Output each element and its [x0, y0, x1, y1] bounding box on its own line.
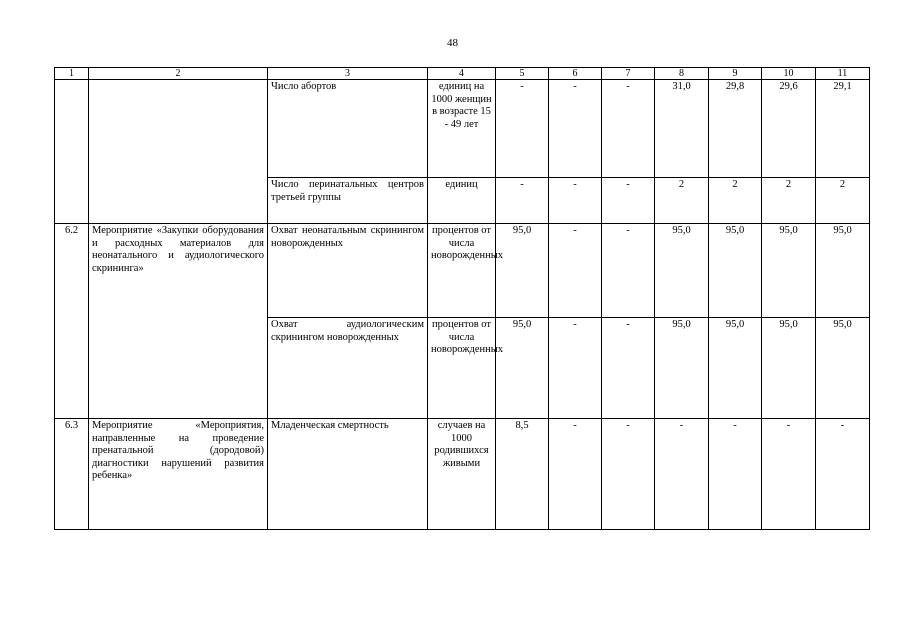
unit-cell: единиц	[428, 178, 496, 224]
item-number: 6.2	[55, 224, 89, 419]
value-cell: -	[602, 224, 655, 318]
indicator-name: Число перинатальных центров третьей группы	[268, 178, 428, 224]
value-cell: -	[602, 178, 655, 224]
table-row	[55, 419, 870, 530]
value-cell: -	[496, 178, 549, 224]
unit-cell: случаев на 1000 родившихся живыми	[428, 419, 496, 530]
value-cell: -	[549, 178, 602, 224]
value-cell: 95,0	[816, 224, 870, 318]
col-header: 8	[655, 68, 709, 80]
indicator-name: Охват неонатальным скринингом новорожденных	[268, 224, 428, 318]
value-cell: 95,0	[762, 224, 816, 318]
value-cell: 95,0	[655, 318, 709, 419]
col-header: 11	[816, 68, 870, 80]
table-row	[55, 80, 870, 178]
value-cell: -	[549, 224, 602, 318]
indicator-name: Число абортов	[268, 80, 428, 178]
col-header: 4	[428, 68, 496, 80]
item-number	[55, 80, 89, 224]
col-header: 10	[762, 68, 816, 80]
unit-cell: процентов от числа новорожденных	[428, 318, 496, 419]
value-cell: 95,0	[709, 318, 762, 419]
event-name: Мероприятие «Закупки оборудования и расходных материалов для неонатального и аудиологического скрининга»	[89, 224, 268, 419]
col-header: 6	[549, 68, 602, 80]
value-cell: -	[655, 419, 709, 530]
value-cell: -	[816, 419, 870, 530]
col-header: 1	[55, 68, 89, 80]
item-number: 6.3	[55, 419, 89, 530]
col-header: 5	[496, 68, 549, 80]
unit-cell: процентов от числа новорожденных	[428, 224, 496, 318]
value-cell: 95,0	[496, 318, 549, 419]
value-cell: 2	[709, 178, 762, 224]
event-name	[89, 80, 268, 224]
value-cell: 95,0	[655, 224, 709, 318]
value-cell: 95,0	[496, 224, 549, 318]
value-cell: -	[496, 80, 549, 178]
value-cell: -	[549, 419, 602, 530]
value-cell: 29,8	[709, 80, 762, 178]
col-header: 3	[268, 68, 428, 80]
col-header: 2	[89, 68, 268, 80]
value-cell: -	[602, 80, 655, 178]
value-cell: 31,0	[655, 80, 709, 178]
event-name: Мероприятие «Мероприятия, направленные на проведение пренатальной (дородовой) диагностики нарушений развития ребенка»	[89, 419, 268, 530]
value-cell: 95,0	[762, 318, 816, 419]
value-cell: 2	[762, 178, 816, 224]
value-cell: 2	[655, 178, 709, 224]
value-cell: 95,0	[816, 318, 870, 419]
value-cell: -	[762, 419, 816, 530]
value-cell: 2	[816, 178, 870, 224]
col-header: 7	[602, 68, 655, 80]
value-cell: -	[602, 419, 655, 530]
table-row	[55, 224, 870, 318]
value-cell: -	[549, 80, 602, 178]
value-cell: -	[709, 419, 762, 530]
value-cell: -	[549, 318, 602, 419]
value-cell: -	[602, 318, 655, 419]
indicators-table	[54, 67, 870, 530]
value-cell: 8,5	[496, 419, 549, 530]
value-cell: 29,1	[816, 80, 870, 178]
indicator-name: Охват аудиологическим скринингом новорожденных	[268, 318, 428, 419]
unit-cell: единиц на 1000 женщин в возрасте 15 - 49 лет	[428, 80, 496, 178]
indicator-name: Младенческая смертность	[268, 419, 428, 530]
page-number: 48	[447, 37, 458, 49]
value-cell: 95,0	[709, 224, 762, 318]
value-cell: 29,6	[762, 80, 816, 178]
header-row	[55, 68, 870, 80]
col-header: 9	[709, 68, 762, 80]
